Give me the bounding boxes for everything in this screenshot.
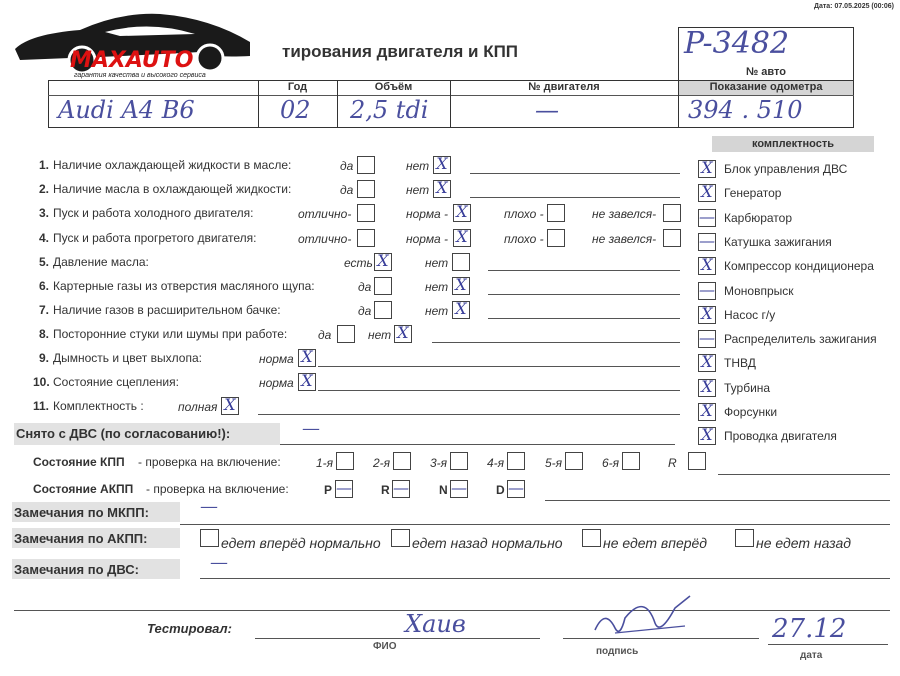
question-5-option-label-0: есть bbox=[344, 256, 373, 270]
akpp-gear-box-1[interactable] bbox=[392, 480, 410, 498]
question-7-option-box-0[interactable] bbox=[374, 301, 392, 319]
akpp-gear-label-0: P bbox=[324, 483, 333, 497]
kit-checkbox-0[interactable] bbox=[698, 160, 716, 178]
kit-item-label-2: Карбюратор bbox=[724, 210, 793, 225]
kit-checkbox-6-mark: X bbox=[701, 303, 713, 323]
akpp-gear-label-1: R bbox=[381, 483, 390, 497]
kit-checkbox-9-mark: X bbox=[701, 376, 713, 396]
kit-item-label-1: Генератор bbox=[724, 186, 782, 201]
question-4-option-label-3: не завелся- bbox=[592, 232, 657, 246]
question-1-option-label-1: нет bbox=[406, 159, 430, 173]
auto-number-label: № авто bbox=[745, 66, 786, 78]
question-num-6: 6. bbox=[38, 279, 49, 293]
question-10-option-box-0-mark: X bbox=[301, 371, 313, 390]
logo bbox=[0, 0, 280, 88]
question-4-option-box-1-mark: X bbox=[456, 227, 468, 246]
tester-date: 27.12 bbox=[772, 614, 847, 644]
question-5-option-box-0[interactable] bbox=[374, 253, 392, 271]
akpp-rest: - проверка на включение: bbox=[146, 482, 289, 496]
question-4-option-label-0: отлично- bbox=[298, 232, 352, 246]
kit-checkbox-5-mark: — bbox=[699, 279, 715, 299]
kit-item-label-8: ТНВД bbox=[724, 356, 756, 371]
question-8-option-label-0: да bbox=[318, 328, 332, 342]
dvs-remarks-label: Замечания по ДВС: bbox=[14, 562, 139, 577]
question-5-option-box-0-mark: X bbox=[377, 251, 389, 270]
kpp-gear-label-6: R bbox=[668, 456, 677, 470]
akpp-remark-label-2: не едет вперёд bbox=[603, 535, 708, 551]
kit-item-label-7: Распределитель зажигания bbox=[724, 332, 877, 347]
question-9-option-box-0-mark: X bbox=[301, 347, 313, 366]
kit-item-label-11: Проводка двигателя bbox=[724, 429, 837, 444]
akpp-gear-box-1-mark: — bbox=[393, 478, 409, 497]
question-3-option-label-1: норма - bbox=[406, 207, 449, 221]
question-4-option-label-2: плохо - bbox=[504, 232, 544, 246]
mkpp-remarks-value: — bbox=[200, 496, 218, 517]
question-2-option-box-1-mark: X bbox=[436, 178, 448, 197]
header-year: Год bbox=[287, 81, 308, 93]
question-text-3: Пуск и работа холодного двигателя: bbox=[53, 206, 254, 220]
kit-item-label-5: Моновпрыск bbox=[724, 283, 794, 298]
question-text-10: Состояние сцепления: bbox=[53, 375, 179, 389]
tested-label: Тестировал: bbox=[147, 621, 232, 636]
question-text-1: Наличие охлаждающей жидкости в масле: bbox=[53, 158, 292, 172]
kpp-gear-box-5[interactable] bbox=[622, 452, 640, 470]
question-1-option-box-1-mark: X bbox=[436, 154, 448, 173]
question-num-7: 7. bbox=[38, 303, 49, 317]
question-4-option-box-0[interactable] bbox=[357, 229, 375, 247]
question-6-option-label-1: нет bbox=[425, 280, 449, 294]
removed-label: Снято с ДВС (по согласованию!): bbox=[16, 426, 231, 441]
question-2-option-box-1[interactable] bbox=[433, 180, 451, 198]
kit-checkbox-1[interactable] bbox=[698, 184, 716, 202]
question-3-option-label-2: плохо - bbox=[504, 207, 544, 221]
question-1-option-box-0[interactable] bbox=[357, 156, 375, 174]
sign-label: подпись bbox=[596, 646, 639, 657]
year-value: 02 bbox=[280, 96, 311, 124]
question-num-9: 9. bbox=[38, 351, 49, 365]
kit-item-label-3: Катушка зажигания bbox=[724, 234, 832, 249]
question-4-option-box-2[interactable] bbox=[547, 229, 565, 247]
kit-checkbox-5[interactable] bbox=[698, 279, 716, 300]
question-8-option-box-0[interactable] bbox=[337, 325, 355, 343]
kit-checkbox-0-mark: X bbox=[701, 158, 713, 177]
question-10-option-box-0[interactable] bbox=[298, 373, 316, 391]
question-num-3: 3. bbox=[38, 206, 49, 220]
question-5-option-label-1: нет bbox=[425, 256, 449, 270]
kpp-gear-box-2[interactable] bbox=[450, 452, 468, 470]
question-text-2: Наличие масла в охлаждающей жидкости: bbox=[53, 182, 292, 196]
logo-slogan: гарантия качества и высокого сервиса bbox=[74, 72, 206, 79]
question-4-option-box-3[interactable] bbox=[663, 229, 681, 247]
question-9-option-label-0: норма bbox=[259, 352, 294, 366]
akpp-gear-box-3-mark: — bbox=[508, 478, 524, 497]
akpp-gear-box-3[interactable] bbox=[507, 480, 525, 498]
question-11-option-box-0-mark: X bbox=[224, 395, 236, 414]
kpp-gear-box-4[interactable] bbox=[565, 452, 583, 470]
question-8-option-box-1[interactable] bbox=[394, 325, 412, 343]
mkpp-remarks-label: Замечания по МКПП: bbox=[14, 505, 149, 520]
kit-checkbox-8[interactable] bbox=[698, 354, 716, 372]
kit-checkbox-11-mark: X bbox=[701, 425, 713, 445]
question-1-option-box-1[interactable] bbox=[433, 156, 451, 174]
akpp-gear-label-3: D bbox=[496, 483, 505, 497]
kpp-gear-box-3[interactable] bbox=[507, 452, 525, 470]
kpp-rest: - проверка на включение: bbox=[138, 455, 281, 469]
question-10-option-label-0: норма bbox=[259, 376, 294, 390]
header-odometer: Показание одометра bbox=[709, 81, 823, 93]
question-text-9: Дымность и цвет выхлопа: bbox=[53, 351, 202, 365]
kpp-gear-label-3: 4-я bbox=[487, 456, 505, 470]
kit-item-label-0: Блок управления ДВС bbox=[724, 162, 848, 176]
question-11-option-label-0: полная bbox=[178, 400, 218, 414]
question-5-option-box-1[interactable] bbox=[452, 253, 470, 271]
akpp-gear-box-0-mark: — bbox=[336, 478, 352, 497]
kit-title: комплектность bbox=[751, 138, 835, 150]
model-value: Audi A4 B6 bbox=[58, 96, 195, 124]
page-title: тирования двигателя и КПП bbox=[282, 42, 519, 61]
question-1-option-label-0: да bbox=[340, 159, 354, 173]
fio-label: ФИО bbox=[373, 641, 397, 652]
date-label: дата bbox=[800, 650, 823, 661]
question-num-1: 1. bbox=[38, 158, 49, 172]
kpp-label: Состояние КПП bbox=[33, 455, 125, 469]
header-engine-no: № двигателя bbox=[528, 81, 600, 93]
question-num-11: 11. bbox=[33, 399, 50, 413]
kit-checkbox-8-mark: X bbox=[701, 352, 713, 372]
kit-checkbox-6[interactable] bbox=[698, 303, 716, 324]
question-3-option-label-3: не завелся- bbox=[592, 207, 657, 221]
akpp-remark-box-3[interactable] bbox=[735, 529, 754, 547]
question-text-7: Наличие газов в расширительном бачке: bbox=[53, 303, 281, 317]
question-text-6: Картерные газы из отверстия масляного щупа: bbox=[53, 279, 315, 293]
akpp-gear-box-2-mark: — bbox=[451, 478, 467, 497]
question-3-option-box-1[interactable] bbox=[453, 204, 471, 222]
auto-number: P-3482 bbox=[684, 26, 790, 61]
question-num-10: 10. bbox=[33, 375, 50, 389]
question-3-option-box-0[interactable] bbox=[357, 204, 375, 222]
header-volume: Объём bbox=[374, 81, 413, 93]
akpp-remarks-label: Замечания по АКПП: bbox=[14, 531, 148, 546]
kit-checkbox-3-mark: — bbox=[699, 230, 715, 250]
kit-item-label-10: Форсунки bbox=[724, 405, 778, 419]
question-2-option-label-0: да bbox=[340, 183, 354, 197]
kit-checkbox-3[interactable] bbox=[698, 230, 716, 251]
question-3-option-box-2[interactable] bbox=[547, 204, 565, 222]
question-num-8: 8. bbox=[38, 327, 49, 341]
kpp-gear-label-5: 6-я bbox=[602, 456, 620, 470]
kpp-gear-box-6[interactable] bbox=[688, 452, 706, 470]
kit-checkbox-4[interactable] bbox=[698, 257, 716, 275]
akpp-remark-box-1[interactable] bbox=[391, 529, 410, 547]
akpp-gear-label-2: N bbox=[439, 483, 448, 497]
date-stamp: Дата: 07.05.2025 (00:06) bbox=[813, 3, 894, 10]
question-7-option-label-1: нет bbox=[425, 304, 449, 318]
question-4-option-label-1: норма - bbox=[406, 232, 449, 246]
kit-checkbox-10-mark: X bbox=[701, 401, 713, 420]
question-9-option-box-0[interactable] bbox=[298, 349, 316, 367]
engine-no-value: — bbox=[535, 96, 559, 124]
kit-checkbox-7[interactable] bbox=[698, 330, 716, 348]
akpp-label: Состояние АКПП bbox=[33, 482, 134, 496]
question-7-option-label-0: да bbox=[358, 304, 372, 318]
odometer-value: 394 . 510 bbox=[688, 96, 803, 124]
akpp-remark-box-0[interactable] bbox=[200, 529, 219, 547]
question-8-option-label-1: нет bbox=[368, 328, 392, 342]
question-4-option-box-1[interactable] bbox=[453, 229, 471, 247]
question-text-11: Комплектность : bbox=[53, 399, 144, 413]
akpp-remark-label-0: едет вперёд нормально bbox=[221, 535, 381, 551]
question-8-option-box-1-mark: X bbox=[397, 323, 409, 342]
question-2-option-box-0[interactable] bbox=[357, 180, 375, 198]
question-6-option-label-0: да bbox=[358, 280, 372, 294]
kpp-gear-box-1[interactable] bbox=[393, 452, 411, 470]
akpp-remark-box-2[interactable] bbox=[582, 529, 601, 547]
dvs-remarks-value: — bbox=[210, 552, 228, 573]
question-3-option-label-0: отлично- bbox=[298, 207, 352, 221]
akpp-gear-box-2[interactable] bbox=[450, 480, 468, 498]
question-6-option-box-1-mark: X bbox=[455, 275, 467, 294]
question-text-8: Посторонние стуки или шумы при работе: bbox=[53, 327, 288, 341]
question-num-4: 4. bbox=[38, 231, 49, 245]
removed-value: — bbox=[302, 418, 320, 439]
kpp-gear-label-2: 3-я bbox=[430, 456, 448, 470]
question-3-option-box-1-mark: X bbox=[456, 202, 468, 221]
kit-checkbox-11[interactable] bbox=[698, 427, 716, 445]
tester-name: Хаив bbox=[405, 610, 466, 638]
kit-checkbox-4-mark: X bbox=[701, 255, 713, 275]
question-3-option-box-3[interactable] bbox=[663, 204, 681, 222]
kit-checkbox-10[interactable] bbox=[698, 403, 716, 421]
kit-item-label-4: Компрессор кондиционера bbox=[724, 259, 874, 274]
logo-brand: MAXAUTO bbox=[70, 48, 194, 73]
kpp-gear-label-0: 1-я bbox=[316, 456, 334, 470]
question-6-option-box-1[interactable] bbox=[452, 277, 470, 295]
signature-icon bbox=[585, 588, 695, 648]
question-num-2: 2. bbox=[38, 182, 49, 196]
kit-checkbox-9[interactable] bbox=[698, 376, 716, 397]
akpp-gear-box-0[interactable] bbox=[335, 480, 353, 498]
kit-checkbox-1-mark: X bbox=[701, 182, 713, 202]
question-text-5: Давление масла: bbox=[53, 255, 149, 269]
volume-value: 2,5 tdi bbox=[350, 96, 429, 124]
kit-item-label-9: Турбина bbox=[724, 380, 771, 395]
question-num-5: 5. bbox=[38, 255, 49, 269]
question-6-option-box-0[interactable] bbox=[374, 277, 392, 295]
question-text-4: Пуск и работа прогретого двигателя: bbox=[53, 231, 257, 245]
kit-item-label-6: Насос г/у bbox=[724, 307, 776, 322]
kit-checkbox-7-mark: — bbox=[699, 328, 715, 348]
kit-checkbox-2-mark: — bbox=[699, 206, 715, 226]
akpp-remark-label-3: не едет назад bbox=[756, 535, 851, 551]
question-7-option-box-1[interactable] bbox=[452, 301, 470, 319]
akpp-remark-label-1: едет назад нормально bbox=[412, 535, 563, 551]
kit-checkbox-2[interactable] bbox=[698, 206, 716, 227]
question-2-option-label-1: нет bbox=[406, 183, 430, 197]
kpp-gear-label-1: 2-я bbox=[373, 456, 391, 470]
question-7-option-box-1-mark: X bbox=[455, 299, 467, 318]
question-11-option-box-0[interactable] bbox=[221, 397, 239, 415]
kpp-gear-box-0[interactable] bbox=[336, 452, 354, 470]
kpp-gear-label-4: 5-я bbox=[545, 456, 563, 470]
